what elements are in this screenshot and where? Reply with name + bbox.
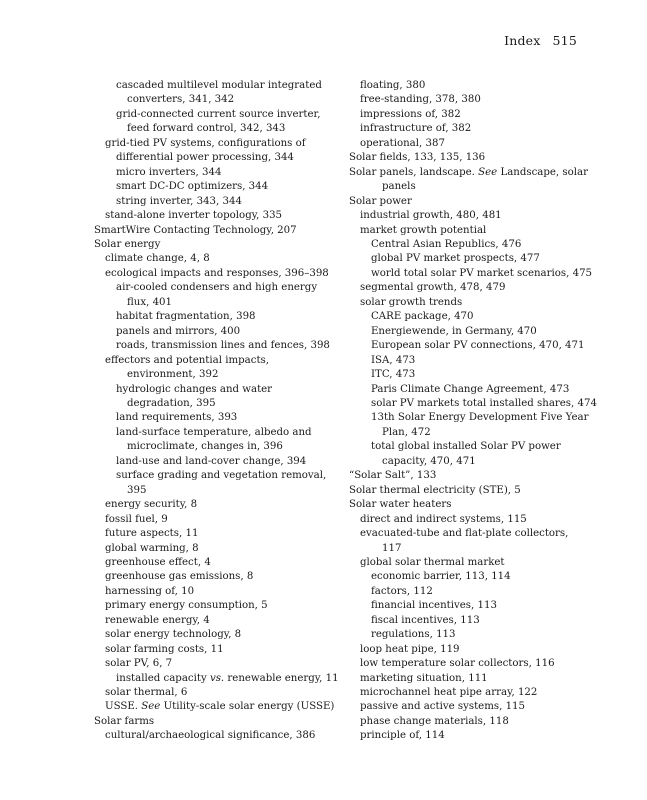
index-entry: flux, 401 (127, 296, 173, 308)
index-entry: global PV market prospects, 477 (371, 253, 540, 265)
index-entry: smart DC-DC optimizers, 344 (116, 181, 269, 193)
index-entry: stand-alone inverter topology, 335 (105, 210, 283, 222)
index-entry: cascaded multilevel modular integrated (116, 80, 322, 91)
index-entry: Solar farms (94, 715, 155, 727)
running-header (504, 33, 577, 48)
index-entry: ISA, 473 (371, 354, 416, 366)
index-entry: economic barrier, 113, 114 (371, 571, 511, 583)
index-entry: greenhouse gas emissions, 8 (105, 571, 254, 583)
header-label: Index (504, 33, 541, 48)
index-entry: string inverter, 343, 344 (116, 195, 242, 207)
index-entry: solar PV, 6, 7 (105, 658, 173, 670)
index-entry: operational, 387 (360, 137, 445, 149)
index-entry: floating, 380 (360, 80, 426, 91)
index-entry: panels (382, 181, 416, 193)
index-entry: solar energy technology, 8 (105, 629, 242, 641)
index-entry: evacuated-tube and flat-plate collectors, (360, 528, 569, 540)
index-entry: capacity, 470, 471 (382, 455, 476, 467)
index-entry: “Solar Salt”, 133 (349, 470, 437, 482)
index-entry: loop heat pipe, 119 (360, 643, 460, 655)
index-entry: harnessing of, 10 (105, 585, 195, 597)
index-entry: fossil fuel, 9 (105, 513, 168, 525)
index-entry: total global installed Solar PV power (371, 441, 561, 453)
index-entry: global warming, 8 (105, 542, 199, 554)
index-entry: CARE package, 470 (371, 311, 474, 323)
index-entry: segmental growth, 478, 479 (360, 282, 506, 294)
index-entry: factors, 112 (371, 585, 433, 597)
index-entry: air-cooled condensers and high energy (116, 282, 318, 294)
index-entry: grid-connected current source inverter, (116, 108, 321, 120)
index-entry: hydrologic changes and water (116, 383, 273, 395)
index-entry: cultural/archaeological significance, 386 (105, 730, 316, 742)
index-entry: land requirements, 393 (116, 412, 238, 424)
index-entry: ITC, 473 (371, 369, 416, 381)
index-entry: microclimate, changes in, 396 (127, 441, 283, 453)
index-entry: panels and mirrors, 400 (116, 325, 241, 337)
index-entry: market growth potential (360, 224, 487, 236)
index-entry: Solar panels, landscape. See Landscape, solar (349, 166, 588, 178)
index-entry: grid-tied PV systems, configurations of (105, 137, 306, 149)
index-entry: financial incentives, 113 (371, 600, 497, 612)
index-entry: low temperature solar collectors, 116 (360, 658, 555, 670)
index-entry: surface grading and vegetation removal, (116, 470, 327, 482)
index-entry: SmartWire Contacting Technology, 207 (94, 224, 297, 236)
index-entry: 395 (127, 484, 147, 496)
index-entry: feed forward control, 342, 343 (127, 123, 286, 135)
index-entry: Plan, 472 (382, 426, 431, 438)
index-entry: Energiewende, in Germany, 470 (371, 325, 537, 337)
index-entry: marketing situation, 111 (360, 672, 488, 684)
index-entry: infrastructure of, 382 (360, 123, 472, 135)
index-entry: solar growth trends (360, 296, 463, 308)
index-entry: free-standing, 378, 380 (360, 94, 481, 106)
index-entry: 13th Solar Energy Development Five Year (371, 412, 589, 424)
index-entry: passive and active systems, 115 (360, 701, 526, 713)
index-entry: direct and indirect systems, 115 (360, 513, 527, 525)
index-entry: micro inverters, 344 (116, 166, 222, 178)
index-entry: climate change, 4, 8 (105, 253, 210, 265)
index-entry: fiscal incentives, 113 (371, 614, 480, 626)
index-entry: installed capacity vs. renewable energy, 11 (116, 672, 339, 684)
index-entry: Central Asian Republics, 476 (371, 238, 522, 250)
index-entry: regulations, 113 (371, 629, 456, 641)
index-entry: renewable energy, 4 (105, 614, 210, 626)
index-entry: microchannel heat pipe array, 122 (360, 687, 538, 699)
index-entry: solar PV markets total installed shares, 474 (371, 397, 597, 409)
index-entry: degradation, 395 (127, 397, 216, 409)
index-entry: environment, 392 (127, 369, 219, 381)
index-entry: land-use and land-cover change, 394 (116, 455, 307, 467)
index-entry: world total solar PV market scenarios, 475 (371, 267, 593, 279)
index-entry: USSE. See Utility-scale solar energy (USSE) (105, 701, 335, 713)
index-entry: global solar thermal market (360, 556, 505, 568)
index-entry: Solar water heaters (349, 499, 452, 511)
index-entry: roads, transmission lines and fences, 398 (116, 340, 330, 352)
index-column-right (349, 79, 597, 744)
index-entry: Solar power (349, 195, 412, 207)
index-entry: phase change materials, 118 (360, 715, 509, 727)
index-entry: converters, 341, 342 (127, 94, 235, 106)
index-entry: future aspects, 11 (105, 528, 199, 540)
index-entry: impressions of, 382 (360, 108, 461, 120)
index-entry: Paris Climate Change Agreement, 473 (371, 383, 570, 395)
index-column-left (94, 79, 344, 744)
index-entry: Solar energy (94, 238, 161, 250)
index-entry: habitat fragmentation, 398 (116, 311, 256, 323)
index-entry: solar thermal, 6 (105, 687, 188, 699)
index-entry: European solar PV connections, 470, 471 (371, 340, 585, 352)
page-number: 515 (552, 33, 577, 48)
index-entry: principle of, 114 (360, 730, 445, 742)
index-entry: solar farming costs, 11 (105, 643, 224, 655)
index-entry: differential power processing, 344 (116, 152, 294, 164)
index-entry: ecological impacts and responses, 396–398 (105, 267, 329, 279)
index-entry: industrial growth, 480, 481 (360, 210, 502, 222)
index-entry: greenhouse effect, 4 (105, 556, 211, 568)
index-entry: effectors and potential impacts, (105, 354, 269, 366)
index-entry: Solar thermal electricity (STE), 5 (349, 484, 521, 496)
index-entry: Solar fields, 133, 135, 136 (349, 152, 486, 164)
index-entry: energy security, 8 (105, 499, 198, 511)
index-entry: 117 (382, 542, 402, 554)
index-entry: land-surface temperature, albedo and (116, 426, 312, 438)
index-entry: primary energy consumption, 5 (105, 600, 268, 612)
